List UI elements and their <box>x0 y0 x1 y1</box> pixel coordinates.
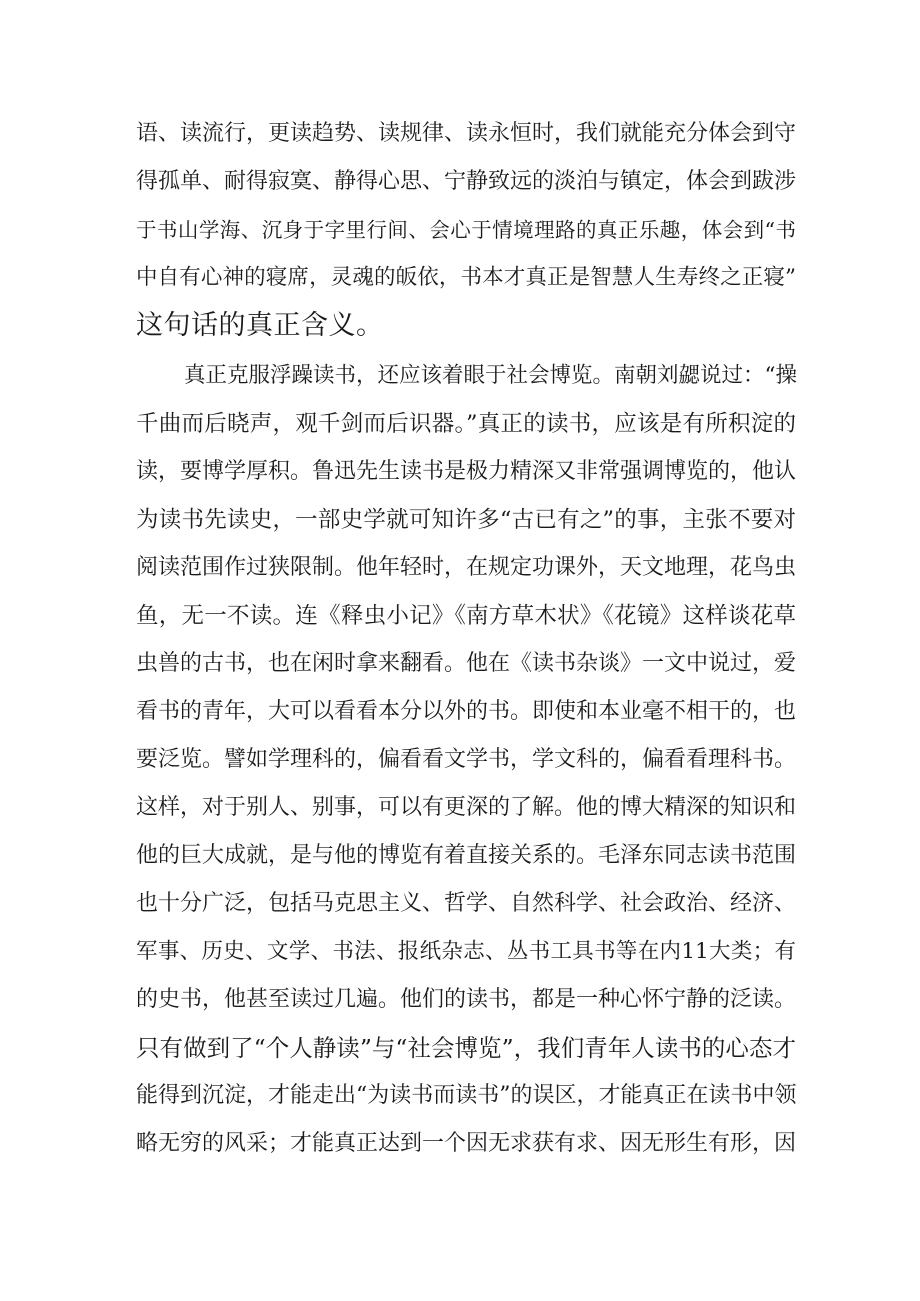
text-line: 为读书先读史，一部史学就可知许多“古已有之”的事，主张不要对 <box>136 507 796 533</box>
text-line: 中自有心神的寝席，灵魂的皈依，书本才真正是智慧人生寿终之正寝” <box>136 265 796 290</box>
text-line: 略无穷的风采；才能真正达到一个因无求获有求、因无形生有形，因 <box>136 1131 797 1156</box>
text-line: 要泛览。譬如学理科的，偏看看文学书，学文科的，偏看看理科书。 <box>136 747 797 772</box>
text-line: 的史书，他甚至读过几遍。他们的读书，都是一种心怀宁静的泛读。 <box>136 987 797 1012</box>
text-line: 虫兽的古书，也在闲时拿来翻看。他在《读书杂谈》一文中说过，爱 <box>136 651 797 676</box>
text-line: 真正克服浮躁读书，还应该着眼于社会博览。南朝刘勰说过：“操 <box>184 363 797 388</box>
text-line: 鱼，无一不读。连《释虫小记》《南方草木状》《花镜》这样谈花草 <box>136 603 796 629</box>
text-line: 这句话的真正含义。 <box>136 310 384 341</box>
text-line: 阅读范围作过狭限制。他年轻时，在规定功课外，天文地理，花鸟虫 <box>136 555 797 580</box>
text-line: 看书的青年，大可以看看本分以外的书。即使和本业毫不相干的，也 <box>136 699 797 724</box>
text-line: 语、读流行，更读趋势、读规律、读永恒时，我们就能充分体会到守 <box>136 121 797 146</box>
text-line: 这样，对于别人、别事，可以有更深的了解。他的博大精深的知识和 <box>136 795 797 820</box>
text-line: 只有做到了“个人静读”与“社会博览”，我们青年人读书的心态才 <box>136 1034 796 1062</box>
text-line: 也十分广泛，包括马克思主义、哲学、自然科学、社会政治、经济、 <box>136 891 797 916</box>
text-line: 得孤单、耐得寂寞、静得心思、宁静致远的淡泊与镇定，体会到跋涉 <box>136 169 797 194</box>
text-line: 能得到沉淀，才能走出“为读书而读书”的误区，才能真正在读书中领 <box>136 1083 797 1108</box>
text-line: 军事、历史、文学、书法、报纸杂志、丛书工具书等在内11大类；有 <box>136 939 796 964</box>
text-line: 于书山学海、沉身于字里行间、会心于情境理路的真正乐趣，体会到“书 <box>136 218 796 242</box>
text-line: 千曲而后晓声，观千剑而后识器。”真正的读书，应该是有所积淀的 <box>136 411 796 437</box>
text-line: 读，要博学厚积。鲁迅先生读书是极力精深又非常强调博览的，他认 <box>136 459 797 484</box>
text-line: 他的巨大成就，是与他的博览有着直接关系的。毛泽东同志读书范围 <box>136 843 797 868</box>
